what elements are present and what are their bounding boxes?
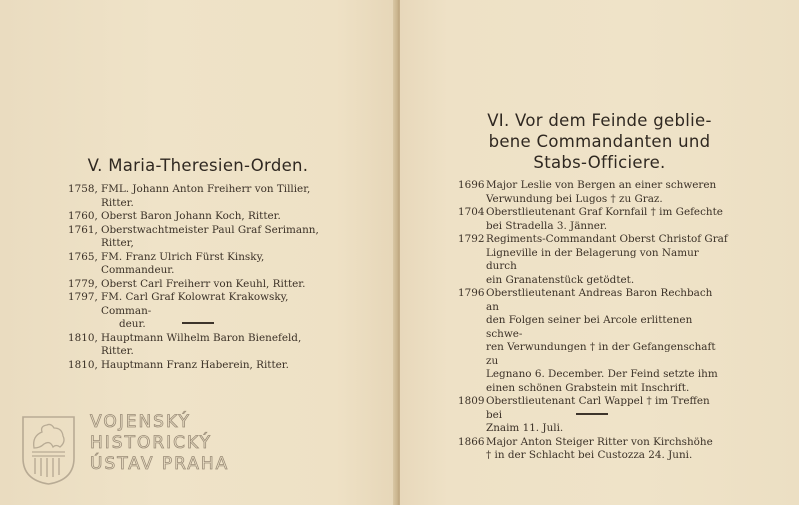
left-entry	[68, 359, 336, 373]
right-heading-line: VI. Vor dem Feinde geblie-	[487, 111, 712, 130]
entry-year: 1809	[458, 395, 485, 407]
entry-text-line: Oberst Baron Johann Koch, Ritter.	[101, 210, 281, 222]
left-entry	[68, 291, 336, 332]
left-entry	[68, 251, 336, 278]
entry-text	[486, 206, 728, 233]
entry-text-line: † in der Schlacht bei Custozza 24. Juni.	[486, 449, 693, 461]
entry-text-line: Oberstlieutenant Graf Kornfail † im Gefechte	[486, 206, 723, 218]
entry-text	[486, 179, 728, 206]
entry-text	[101, 359, 336, 373]
entry-text-line: ein Granatenstück getödtet.	[486, 273, 635, 286]
right-entry	[458, 436, 728, 463]
entry-text-line: Regiments-Commandant Oberst Christof Graf	[486, 233, 728, 245]
entry-year: 1765,	[68, 250, 98, 263]
watermark-line: HISTORICKÝ	[90, 433, 212, 453]
entry-year: 1810,	[68, 331, 98, 344]
entry-text-line: Ligneville in der Belagerung von Namur durch	[486, 246, 699, 272]
entry-text-line: Legnano 6. December. Der Feind setzte ihm	[486, 368, 718, 380]
left-entry	[68, 210, 336, 224]
right-heading	[400, 110, 799, 173]
right-entry	[458, 233, 728, 287]
entry-text-line: Oberstwachtmeister Paul Graf Serimann, Ritter,	[101, 223, 319, 249]
museum-watermark-text	[90, 412, 229, 475]
left-entry-list	[68, 183, 336, 372]
entry-text-line: Oberstlieutenant Andreas Baron Rechbach an	[486, 287, 713, 313]
entry-year: 1704	[458, 206, 485, 218]
entry-text-line: FML. Johann Anton Freiherr von Tillier, Ritter.	[101, 183, 311, 209]
museum-emblem-watermark	[20, 414, 77, 486]
entry-text	[486, 436, 728, 463]
entry-text	[486, 395, 728, 436]
entry-text-line: bei Stradella 3. Jänner.	[486, 219, 608, 232]
entry-text-line: den Folgen seiner bei Arcole erlittenen schwe-	[486, 314, 693, 340]
entry-text	[101, 332, 336, 359]
entry-text-line: ren Verwundungen † in der Gefangenschaft zu	[486, 341, 716, 367]
entry-year: 1696	[458, 179, 485, 191]
right-heading-line: bene Commandanten und	[488, 132, 711, 151]
entry-text	[101, 278, 336, 292]
entry-text	[101, 224, 336, 251]
entry-text-line: Verwundung bei Lugos † zu Graz.	[486, 192, 663, 205]
left-entry	[68, 183, 336, 210]
left-entry	[68, 224, 336, 251]
entry-text-line: Oberstlieutenant Carl Wappel † im Treffen bei	[486, 395, 710, 421]
entry-year: 1779,	[68, 277, 98, 290]
entry-year: 1810,	[68, 358, 98, 371]
entry-text-line: Hauptmann Wilhelm Baron Bienefeld, Ritter.	[101, 331, 302, 357]
right-heading-line: Stabs-Officiere.	[533, 153, 666, 172]
right-entry-list	[458, 179, 728, 463]
entry-text-line: Hauptmann Franz Haberein, Ritter.	[101, 358, 289, 371]
entry-text-line: Oberst Carl Freiherr von Keuhl, Ritter.	[101, 277, 306, 290]
right-entry	[458, 179, 728, 206]
watermark-line: VOJENSKÝ	[90, 412, 191, 432]
left-end-rule	[182, 322, 214, 324]
left-heading: V. Maria-Theresien-Orden.	[87, 156, 309, 175]
entry-year: 1758,	[68, 183, 98, 195]
entry-text	[486, 287, 728, 395]
right-end-rule	[576, 413, 608, 415]
entry-year: 1761,	[68, 223, 98, 236]
watermark-line: ÚSTAV PRAHA	[90, 454, 230, 474]
entry-text-line: Znaim 11. Juli.	[486, 422, 564, 434]
entry-year: 1797,	[68, 291, 98, 303]
entry-year: 1796	[458, 287, 485, 299]
entry-year: 1760,	[68, 210, 98, 222]
left-entry	[68, 278, 336, 292]
right-entry	[458, 287, 728, 395]
entry-text	[101, 210, 336, 224]
entry-text-line: Major Leslie von Bergen an einer schweren	[486, 179, 717, 191]
entry-text-line: FM. Carl Graf Kolowrat Krakowsky, Comman-	[101, 291, 289, 317]
entry-text	[101, 291, 336, 332]
entry-year: 1866	[458, 435, 485, 448]
entry-text	[101, 183, 336, 210]
entry-text-line: Major Anton Steiger Ritter von Kirchshöhe	[486, 435, 713, 448]
entry-text	[486, 233, 728, 287]
entry-year: 1792	[458, 233, 485, 245]
entry-text-continuation: deur.	[119, 318, 146, 330]
entry-text	[101, 251, 336, 278]
right-entry	[458, 206, 728, 233]
left-page	[0, 0, 397, 505]
left-entry	[68, 332, 336, 359]
right-entry	[458, 395, 728, 436]
entry-text-line: einen schönen Grabstein mit Inschrift.	[486, 381, 690, 394]
entry-text-line: FM. Franz Ulrich Fürst Kinsky, Commandeur.	[101, 250, 265, 276]
